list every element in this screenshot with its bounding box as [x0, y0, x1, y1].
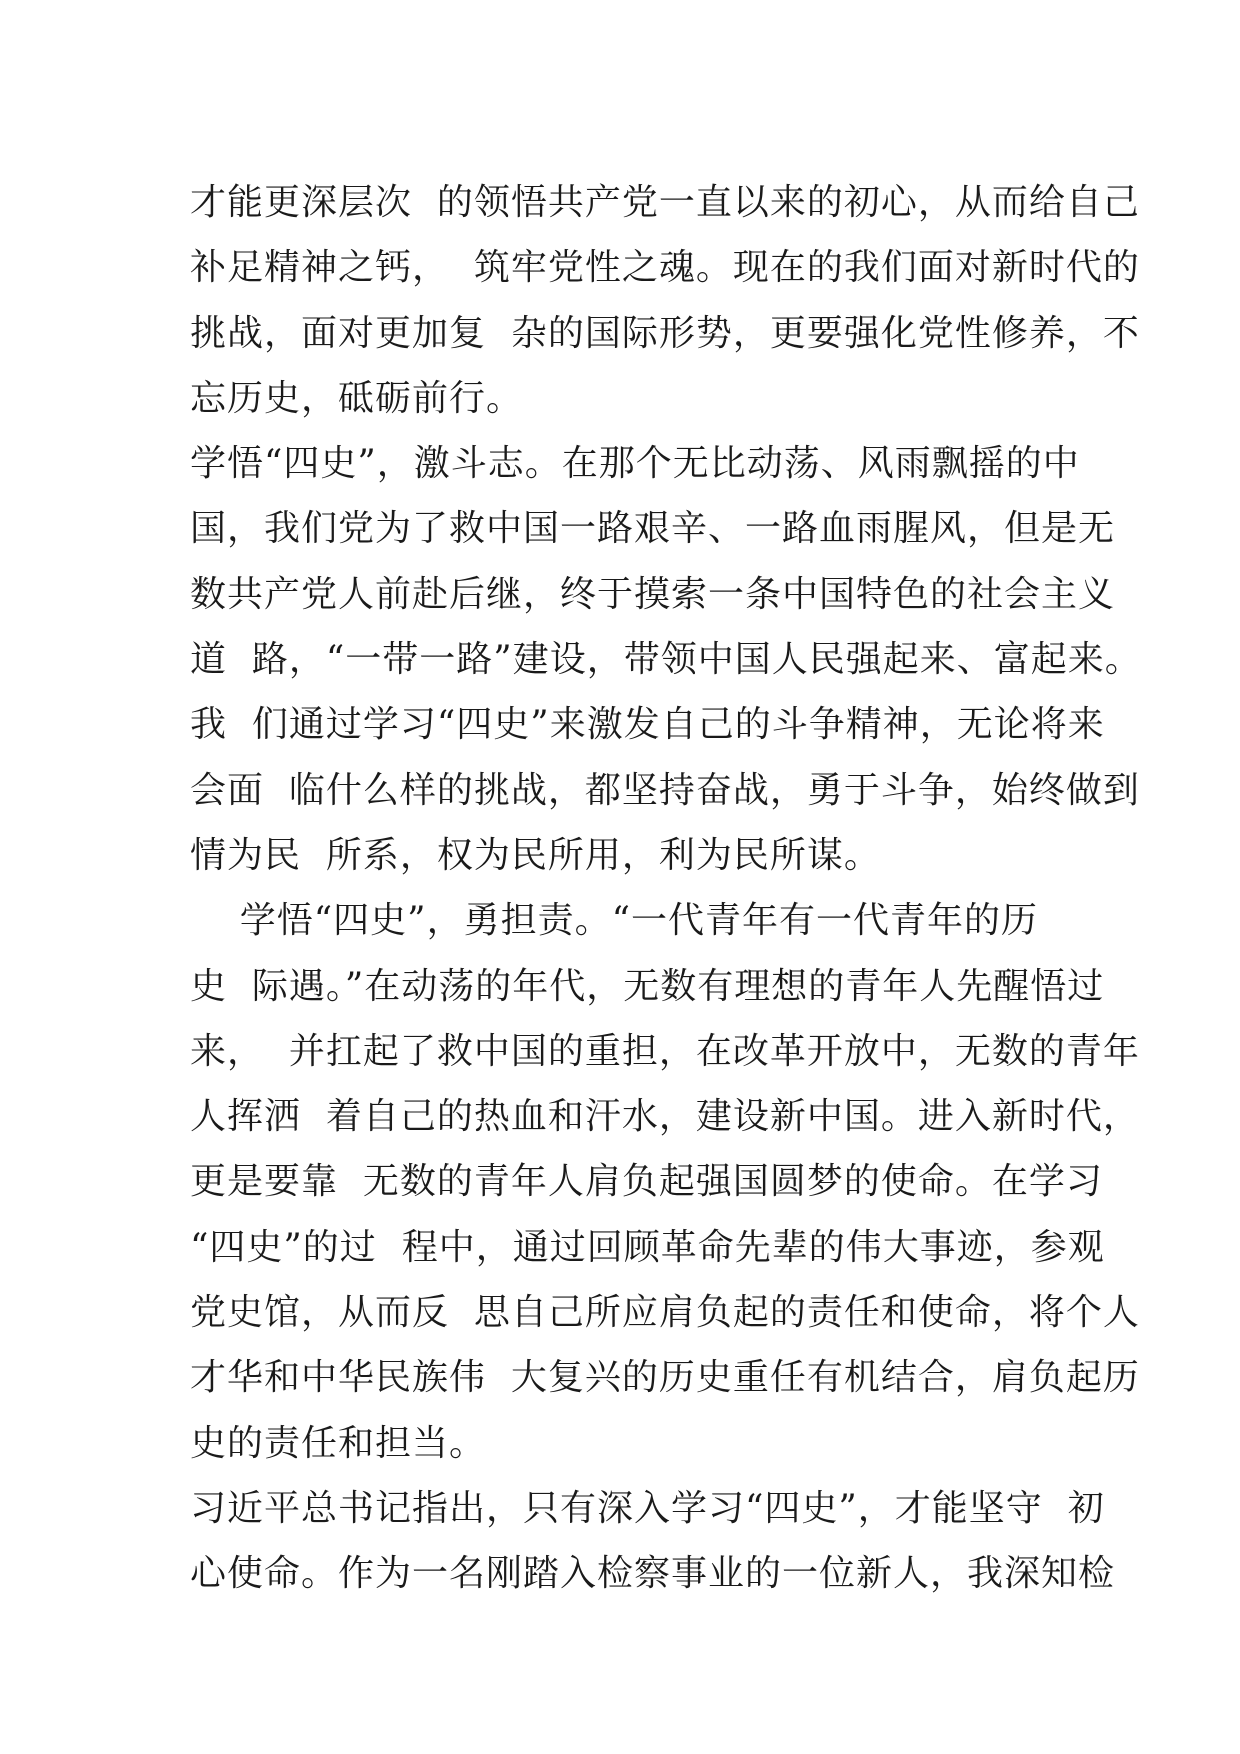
text-line: 才能更深层次 的领悟共产党一直以来的初心，从而给自己: [190, 182, 1140, 223]
text-line: 忘历史，砥砺前行。: [190, 377, 524, 419]
text-line: 史 际遇。”在动荡的年代，无数有理想的青年人先醒悟过: [190, 965, 1105, 1007]
text-line: 才华和中华民族伟 大复兴的历史重任有机结合，肩负起历: [190, 1357, 1140, 1399]
text-line: 学悟“四史”，勇担责。“一代青年有一代青年的历: [190, 900, 1038, 942]
text-line: 数共产党人前赴后继，终于摸索一条中国特色的社会主义: [190, 573, 1116, 615]
text-line: “四史”的过 程中，通过回顾革命先辈的伟大事迹，参观: [190, 1226, 1105, 1268]
text-body: [190, 170, 1142, 1607]
text-line: 史的责任和担当。: [190, 1422, 487, 1464]
text-line: 国，我们党为了救中国一路艰辛、一路血雨腥风，但是无: [190, 508, 1116, 550]
text-line: 补足精神之钙， 筑牢党性之魂。现在的我们面对新时代的: [190, 247, 1140, 289]
text-line: 习近平总书记指出，只有深入学习“四史”，才能坚守 初: [190, 1487, 1105, 1529]
text-line: 情为民 所系，权为民所用，利为民所谋。: [190, 834, 881, 876]
text-line: 我 们通过学习“四史”来激发自己的斗争精神，无论将来: [190, 704, 1105, 746]
text-line: 心使命。作为一名刚踏入检察事业的一位新人，我深知检: [190, 1553, 1116, 1595]
text-line: 更是要靠 无数的青年人肩负起强国圆梦的使命。在学习: [190, 1161, 1103, 1203]
text-line: 来， 并扛起了救中国的重担，在改革开放中，无数的青年: [190, 1030, 1140, 1072]
text-line: 党史馆，从而反 思自己所应肩负起的责任和使命，将个人: [190, 1292, 1140, 1334]
text-line: 会面 临什么样的挑战，都坚持奋战，勇于斗争，始终做到: [190, 769, 1140, 811]
text-line: 挑战，面对更加复 杂的国际形势，更要强化党性修养，不: [190, 312, 1140, 354]
text-line: 道 路，“一带一路”建设，带领中国人民强起来、富起来。: [190, 639, 1142, 681]
text-line: 人挥洒 着自己的热血和汗水，建设新中国。进入新时代，: [190, 1096, 1140, 1138]
text-line: 学悟“四史”，激斗志。在那个无比动荡、风雨飘摇的中: [190, 443, 1080, 485]
